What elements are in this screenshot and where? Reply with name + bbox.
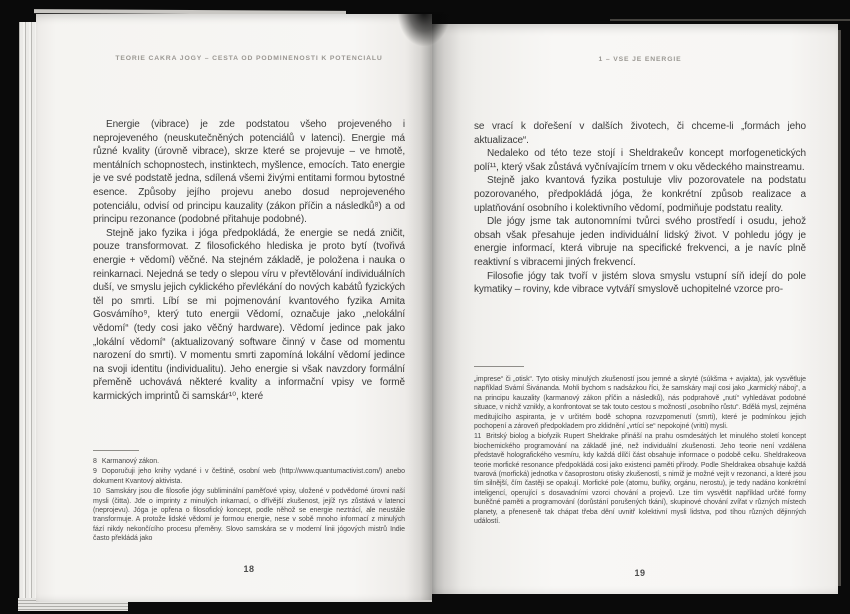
footnote-item <box>93 467 405 486</box>
footnote-text: „imprese“ či „otisk“. Tyto otisky minulých zkušeností jsou jemné a skryté (súkšma + avjakta), jak vysvětluje například Svámí Šivánanda. Mohli bychom s nadsázkou říci, že samskáry mají cosi jako „karmický náboj“, a na principu kauzality (karmanový zákon příčin a následků), nás podprahově „nutí“ vyhledávat podobné situace, v nichž vznikly, a konfrontovat se tak touto cestou s možností „osobního růstu“. Bdělá mysl, zejména meditujícího aspiranta, je v určitém bodě schopna rozvzpomenutí (smrti), které je podmínkou jejich pochopení a zároveň předpokladem pro zklidnění „vrtící se“ nepokojné (vritti) mysli. <box>474 376 806 431</box>
footnote-number: 11 <box>474 433 482 441</box>
paragraph: Stejně jako fyzika i jóga předpokládá, že energie se nedá zničit, pouze transformovat. Z filosofického hlediska je proto bytí (tvořivá energie + vědomí) věčné. Na stejném základě, je položena i nauka o reinkarnaci. Nejedná se tedy o slepou víru v převtělování individuálních duší, ve smyslu jejich cyklického převlékání do nových kabátů fyzických těl po smrti. Líbí se mi pojmenování kvantového fyzika Amita Gosvámího⁹, který tuto energii Vědomí, označuje jako „nelokální vědomí“ (tedy cosi jako věčný hardware). Vědomí jedince pak jako „lokální vědomí“ (aktualizovaný software činný v čase od momentu narození do smrti). V momentu smrti zapomíná lokální vědomí jedince na svoji identitu (individualitu). Jeho energie si však navzdory formální přeměně uchovává některé kvality a informační vpisy ve formě karmických imprintů či samskár¹⁰, které <box>93 227 405 402</box>
paragraph: se vrací k dořešení v dalších životech, či chceme-li „formách jeho aktualizace“. <box>474 121 806 146</box>
right-page <box>432 24 838 594</box>
paragraph: Energie (vibrace) je zde podstatou všeho projeveného i neprojeveného (neuskutečněných potenciálů v latenci). Energie má různé kvality (úrovně vibrace), skrze které se projevuje – ve hmotě, mentálních schopnostech, instinktech, myšlence, emocích. Tato energie je ve své podstatě jedna, sdílená všemi živými entitami formou bytostné esence. Způsoby jejího projevu anebo dosud neprojeveného potenciálu, odvisí od principu kauzality (zákon příčin a následků⁸) a od principu rezonance (podobné přitahuje podobné). <box>93 119 405 226</box>
footnote-item <box>93 487 405 543</box>
footnote-number: 8 <box>93 458 97 465</box>
footnote-text: Samskáry jsou dle filosofie jógy subliminální paměťové vpisy, uložené v podvědomé úrovni naší mysli (čitta). Jde o imprinty z minulých inkarnací, o dřívější zkušenost, jejíž rys zůstává v latenci (neprojevu). Jóga je opřena o filosofický koncept, podle něhož se energie neztrácí, ale neustále transformuje. A protože lidské vědomí je formou energie, nese v sobě mnoho informací z minulých fází nikdy nekončícího procesu přeměny. Slovo samskára se v moderní linii jógových mistrů Indie často překládá jako <box>93 488 405 543</box>
footnote-number: 9 <box>93 468 97 476</box>
page-number-right: 19 <box>634 568 646 578</box>
footnote-item <box>474 432 806 526</box>
page-top-edge-right <box>610 19 850 21</box>
footnote-item <box>93 457 405 466</box>
left-page <box>36 14 432 602</box>
paragraph: Filosofie jógy tak tvoří v jistém slova smyslu vstupní síň idejí do pole kymatiky – roviny, kde vibrace vytváří smyslově uchopitelné vzorce pro- <box>474 270 806 296</box>
body-text-left <box>93 118 405 452</box>
paragraph: Nedaleko od této teze stojí i Sheldrakeův koncept morfogenetických polí¹¹, který však zůstává vyčnívajícím trnem v oku vědeckého mainstreamu. <box>474 148 806 173</box>
footnote-separator-right <box>474 366 524 367</box>
page-number-left: 18 <box>243 564 255 574</box>
running-header-left: TEORIE ČAKRA JÓGY – CESTA OD PODMÍNĚNOSTI K POTENCIÁLU <box>115 55 383 62</box>
footnote-text: Karmanový zákon. <box>101 458 160 465</box>
footnote-text: Doporučuji jeho knihy vydané i v češtině, osobní web (http://www.quantumactivist.com/) anebo dokument Kvantový aktivista. <box>93 468 405 485</box>
footnote-separator-left <box>93 450 139 451</box>
footnotes-left <box>93 457 405 557</box>
footnote-number: 10 <box>93 488 101 496</box>
page-edge-right <box>838 30 841 586</box>
paragraph: Dle jógy jsme tak autonomními tvůrci svého prostředí i osudu, jehož obsah však přesahuje jeden individuální lidský život. V pohledu jógy je energie informací, která vibruje na specifické frekvenci, a je navíc plně reaktivní s vibracemi jiných frekvencí. <box>474 216 806 268</box>
paragraph: Stejně jako kvantová fyzika postuluje vliv pozorovatele na podstatu pozorovaného, předpokládá jóga, že konkrétní způsob realizace a uplatňování osobního i kolektivního vědomí, podmiňuje podstatu reality. <box>474 175 806 214</box>
footnotes-right <box>474 375 806 557</box>
footnote-item <box>474 375 806 431</box>
running-header-right: 1 – VŠE JE ENERGIE <box>598 56 682 63</box>
footnote-text: Britský biolog a biofyzik Rupert Sheldrake přináší na prahu osmdesátých let minulého století koncept biochemického programování na základě jiné, než individuální zkušenosti. Jeho teorie není vzdálena představě holografického vesmíru, kdy každá dílčí část obsahuje informace o podobě celku. Sheldrakeova teorie morfické resonance předpokládá cosi jako existenci paměti přírody. Podle Sheldrakea obsahuje každá tvarová (morfická) jednotka v časoprostoru otisky zkušeností, s nimiž je možné vejít v rezonanci, a které jsou tím silnější, čím častěji se opakují. Morfické pole (atomu, buňky, orgánu, nerostu), je tedy nadáno konkrétní inteligencí, operující s dosavadními vzorci chování a projevů. Lze tím vysvětlit například určité formy buněčné paměti a programování (dorůstání porušených tkání), skupinové chování zvířat v různých místech planety, a přeneseně tak chápat třeba dění uvnitř kolektivní mysli lidstva, pod tíhou různých dějinných událostí. <box>474 433 806 526</box>
body-text-right <box>474 120 806 360</box>
